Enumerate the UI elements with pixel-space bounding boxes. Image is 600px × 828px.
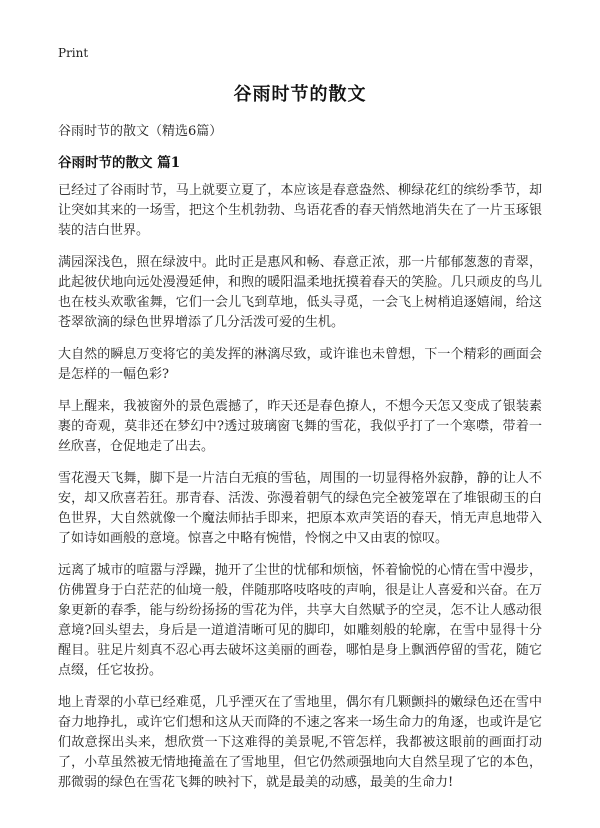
document-subtitle: 谷雨时节的散文（精选6篇） [58,124,223,139]
paragraph-7: 地上青翠的小草已经难觅，几乎湮灭在了雪地里，偶尔有几颗颤抖的嫩绿色还在雪中奋力地挣扎，或许它们想和这从天而降的不速之客来一场生命力的角逐，也或许是它们故意探出头来，想欣赏一下这难得的美景呢,不管怎样，我都被这眼前的画面打动了，小草虽然被无情地掩盖在了雪地里，但它仍然顽强地向大自然呈现了它的本色，那微弱的绿色在雪花飞舞的映衬下，就是最美的动感，最美的生命力! [58,695,542,790]
paragraph-2: 满园深浅色，照在绿波中。此时正是惠风和畅、春意正浓，那一片郁郁葱葱的青翠，此起彼伏地向远处漫漫延伸，和煦的暖阳温柔地抚摸着春天的笑脸。几只顽皮的鸟儿也在枝头欢歌雀舞，它们一会儿飞到草地，低头寻觅，一会飞上树梢追逐嬉闹，给这苍翠欲滴的绿色世界增添了几分活泼可爱的生机。 [58,255,542,330]
section-heading: 谷雨时节的散文 篇1 [58,155,181,171]
paragraph-4: 早上醒来，我被窗外的景色震撼了，昨天还是春色撩人，不想今天怎又变成了银装素裹的奇观，莫非还在梦幻中?透过玻璃窗飞舞的雪花，我似乎打了一个寒噤，带着一丝欣喜，仓促地走了出去。 [58,399,542,454]
paragraph-1: 已经过了谷雨时节，马上就要立夏了，本应该是春意盎然、柳绿花红的缤纷季节，却让突如其来的一场雪，把这个生机勃勃、鸟语花香的春天悄然地消失在了一片玉琢银装的洁白世界。 [58,183,542,238]
paragraph-6: 远离了城市的喧嚣与浮躁，抛开了尘世的忧郁和烦恼，怀着愉悦的心情在雪中漫步，仿佛置身于白茫茫的仙境一般，伴随那咯吱咯吱的声响，很是让人喜爱和兴奋。在万象更新的春季，能与纷纷扬扬的雪花为伴，共享大自然赋予的空灵，怎不让人感动很意境?回头望去，身后是一道道清晰可见的脚印，如雕刻般的轮廓，在雪中显得十分醒目。驻足片刻真不忍心再去破坏这美丽的画卷，哪怕是身上飘洒停留的雪花，随它点缀，任它妆扮。 [58,563,542,678]
article-body [58,181,542,805]
paragraph-5: 雪花漫天飞舞，脚下是一片洁白无痕的雪毡，周围的一切显得格外寂静，静的让人不安，却又欣喜若狂。那青春、活泼、弥漫着朝气的绿色完全被笼罩在了堆银砌玉的白色世界，大自然就像一个魔法师拈手即来，把原本欢声笑语的春天，悄无声息地带入了如诗如画般的意境。惊喜之中略有惋惜，怜悯之中又由衷的惊叹。 [58,471,542,546]
paragraph-3: 大自然的瞬息万变将它的美发挥的淋漓尽致，或许谁也未曾想，下一个精彩的画面会是怎样的一幅色彩? [58,347,542,382]
document-title: 谷雨时节的散文 [233,84,367,105]
print-label[interactable]: Print [58,46,89,60]
